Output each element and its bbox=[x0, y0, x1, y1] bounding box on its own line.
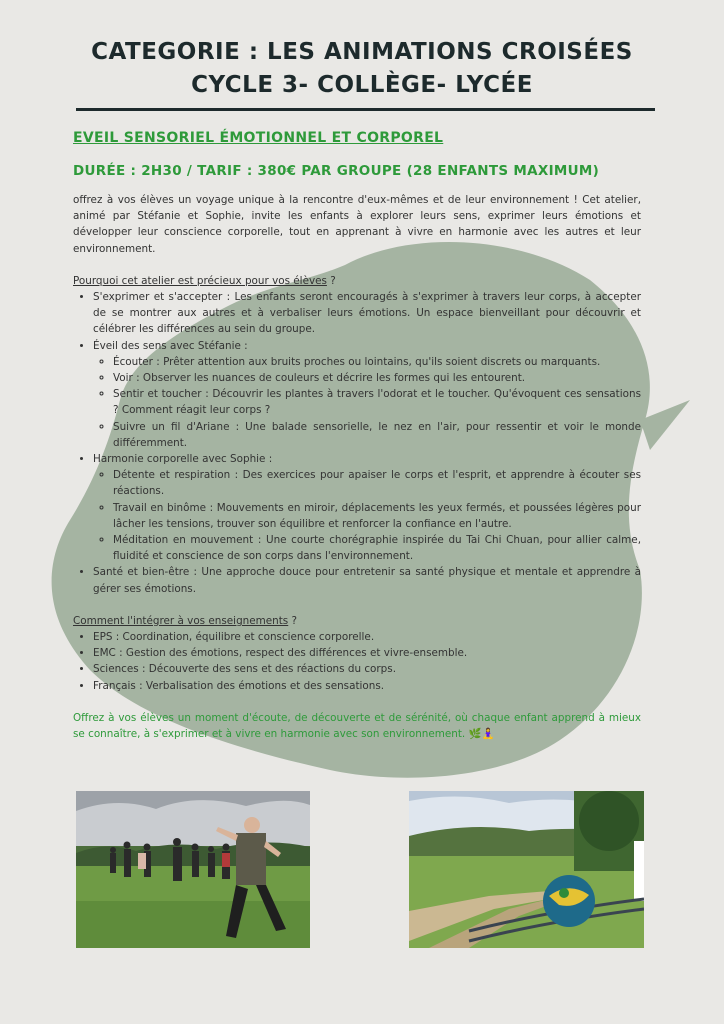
workshop-duration-price: DURÉE : 2H30 / TARIF : 380€ PAR GROUPE (28 ENFANTS MAXIMUM) bbox=[73, 163, 600, 179]
list-item: • Santé et bien-être : Une approche douce pour entretenir sa santé physique et mentale et apprendre à gérer ses émotions. bbox=[93, 564, 641, 596]
workshop-title: EVEIL SENSORIEL ÉMOTIONNEL ET CORPOREL bbox=[73, 130, 444, 146]
title-divider bbox=[76, 108, 655, 111]
workshop-description bbox=[73, 192, 641, 742]
list-item: ◦ Voir : Observer les nuances de couleurs et décrire les formes qui les entourent. bbox=[113, 370, 641, 386]
intro-paragraph: offrez à vos élèves un voyage unique à la rencontre d'eux-mêmes et de leur environnement ! Cet atelier, animé par Stéfanie et Sophie, invite les enfants à explorer leurs sens, exprimer leurs émotions et développer leur conscience corporelle, tout en apprenant à vivre en harmonie avec les autres et leur environnement. bbox=[73, 194, 641, 255]
page-title bbox=[0, 36, 724, 102]
list-item: ◦ Méditation en mouvement : Une courte chorégraphie inspirée du Tai Chi Chuan, pour allier calme, fluidité et conscience de son corps dans l'environnement. bbox=[113, 532, 641, 564]
list-item: ◦ Travail en binôme : Mouvements en miroir, déplacements les yeux fermés, et poussées légères pour lâcher les tensions, trouver son équilibre et renforcer la confiance en l'autre. bbox=[113, 500, 641, 532]
list-item: ◦ Sentir et toucher : Découvrir les plantes à travers l'odorat et le toucher. Qu'évoquent ces sensations ? Comment réagit leur corps ? bbox=[113, 386, 641, 418]
tai-chi-group-photo bbox=[76, 791, 310, 948]
list-item: • Français : Verbalisation des émotions et des sensations. bbox=[93, 678, 641, 694]
page-title-line-1: CATEGORIE : LES ANIMATIONS CROISÉES bbox=[91, 39, 633, 65]
list-item: • EPS : Coordination, équilibre et conscience corporelle. bbox=[93, 629, 641, 645]
list-item: ◦ Détente et respiration : Des exercices pour apaiser le corps et l'esprit, et apprendre à écouter ses réactions. bbox=[113, 467, 641, 499]
harmony-sublist bbox=[93, 467, 641, 564]
list-item: ◦ Écouter : Prêter attention aux bruits proches ou lointains, qu'ils soient discrets ou marquants. bbox=[113, 354, 641, 370]
why-list bbox=[73, 289, 641, 597]
integrate-heading: Comment l'intégrer à vos enseignements ? bbox=[73, 614, 298, 627]
list-item: • Harmonie corporelle avec Sophie : ◦ Détente et respiration : Des exercices pour apaiser le corps et l'esprit, et apprendre à écouter ses réactions. ◦ Travail en binôme : Mouvements en miroir, déplacements les yeux fermés, et poussées légères pour lâcher les tensions, trouver son équilibre et renforcer la confiance en l'autre. ◦ Méditation en mouvement : Une courte chorégraphie inspirée du Tai Chi Chuan, pour allier calme, fluidité et conscience de son corps dans l'environnement. bbox=[93, 451, 641, 564]
closing-paragraph: Offrez à vos élèves un moment d'écoute, de découverte et de sérénité, où chaque enfant apprend à mieux se connaître, à s'exprimer et à vivre en harmonie avec son environnement. 🌿🧘‍♀️ bbox=[73, 711, 641, 741]
list-item: • EMC : Gestion des émotions, respect des différences et vivre-ensemble. bbox=[93, 645, 641, 661]
landscape-sphere-photo bbox=[409, 791, 644, 948]
senses-sublist bbox=[93, 354, 641, 451]
list-item: • Éveil des sens avec Stéfanie : ◦ Écouter : Prêter attention aux bruits proches ou lointains, qu'ils soient discrets ou marquants. ◦ Voir : Observer les nuances de couleurs et décrire les formes qui les entourent. ◦ Sentir et toucher : Découvrir les plantes à travers l'odorat et le toucher. Qu'évoquent ces sensations ? Comment réagit leur corps ? ◦ Suivre un fil d'Ariane : Une balade sensorielle, le nez en l'air, pour ressentir et voir le monde différemment. bbox=[93, 338, 641, 451]
integrate-list bbox=[73, 629, 641, 694]
list-item: ◦ Suivre un fil d'Ariane : Une balade sensorielle, le nez en l'air, pour ressentir et voir le monde différemment. bbox=[113, 419, 641, 451]
why-heading: Pourquoi cet atelier est précieux pour vos élèves ? bbox=[73, 274, 336, 287]
list-item: • S'exprimer et s'accepter : Les enfants seront encouragés à s'exprimer à travers leur corps, à accepter de se montrer aux autres et à verbaliser leurs émotions. Un espace bienveillant pour découvrir et célébrer les différences au sein du groupe. bbox=[93, 289, 641, 338]
list-item: • Sciences : Découverte des sens et des réactions du corps. bbox=[93, 661, 641, 677]
page-title-line-2: CYCLE 3- COLLÈGE- LYCÉE bbox=[191, 72, 533, 98]
